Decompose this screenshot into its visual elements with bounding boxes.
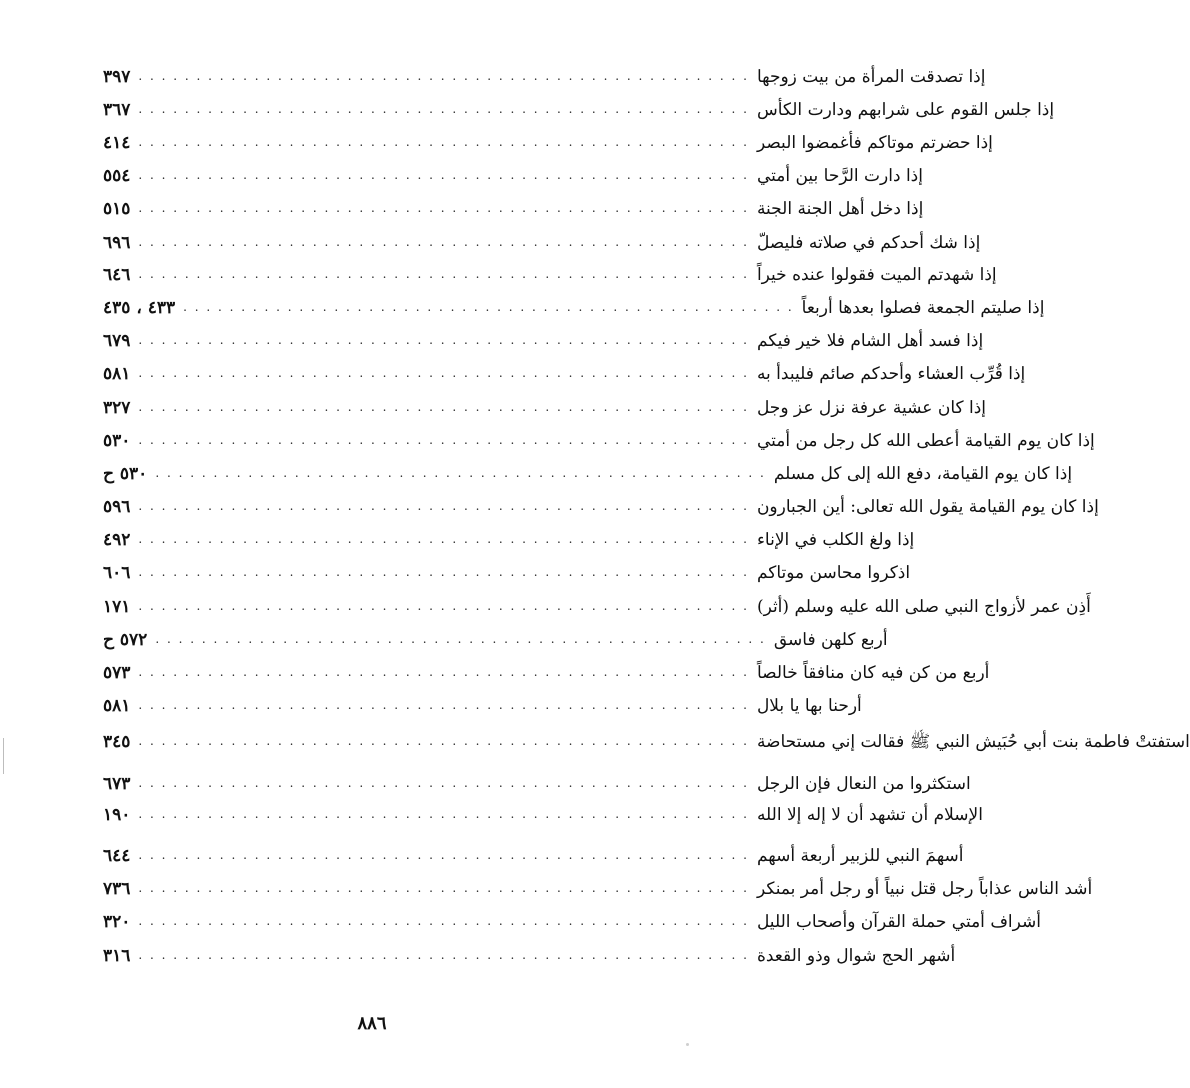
- entry-text: استكثروا من النعال فإن الرجل: [756, 774, 971, 794]
- dot-leader: . . . . . . . . . . . . . . . . . . . . . . . . . . . . . . . . . . . . . . . . . . . . . . . . . . . . .: [138, 499, 749, 513]
- entry-page-number: ٦٧٩: [103, 331, 131, 351]
- dot-leader: . . . . . . . . . . . . . . . . . . . . . . . . . . . . . . . . . . . . . . . . . . . . . . . . . . . . .: [138, 201, 749, 215]
- entry-text: إذا ولغ الكلب في الإناء: [756, 530, 915, 550]
- dot-leader: . . . . . . . . . . . . . . . . . . . . . . . . . . . . . . . . . . . . . . . . . . . . . . . . . . . . .: [138, 914, 749, 928]
- dot-leader: . . . . . . . . . . . . . . . . . . . . . . . . . . . . . . . . . . . . . . . . . . . . . . . . . . . . .: [138, 599, 749, 613]
- dot-leader: . . . . . . . . . . . . . . . . . . . . . . . . . . . . . . . . . . . . . . . . . . . . . . . . . . . . .: [138, 366, 749, 380]
- dot-leader: . . . . . . . . . . . . . . . . . . . . . . . . . . . . . . . . . . . . . . . . . . . . . . . . . . . . .: [138, 948, 749, 962]
- index-entry: [103, 837, 964, 871]
- entry-page-number: ٥٧٢ ح: [103, 630, 148, 650]
- entry-text: أرحنا بها يا بلال: [756, 696, 862, 716]
- entry-text: أشراف أمتي حملة القرآن وأصحاب الليل: [756, 912, 1042, 932]
- index-entry: [103, 157, 923, 191]
- entry-page-number: ٥٨١: [103, 696, 131, 716]
- entry-text: إذا جلس القوم على شرابهم ودارت الكأس: [756, 100, 1055, 120]
- index-entry: [103, 422, 1095, 456]
- entry-page-number: ٦٧٣: [103, 774, 131, 794]
- dot-leader: . . . . . . . . . . . . . . . . . . . . . . . . . . . . . . . . . . . . . . . . . . . . . . . . . . . . .: [138, 807, 749, 821]
- dot-leader: . . . . . . . . . . . . . . . . . . . . . . . . . . . . . . . . . . . . . . . . . . . . . . . . . . . . .: [138, 848, 749, 862]
- entry-page-number: ٥٧٣: [103, 663, 131, 683]
- entry-page-number: ٣٢٧: [103, 398, 131, 418]
- entry-text: إذا شك أحدكم في صلاته فليصلّ: [756, 233, 981, 253]
- entry-page-number: ٤٩٢: [103, 530, 131, 550]
- index-entry: [103, 488, 1099, 522]
- index-entry: [103, 723, 1190, 757]
- entry-text: أشهر الحج شوال وذو القعدة: [756, 946, 956, 966]
- entry-text: إذا كان يوم القيامة يقول الله تعالى: أين الجبارون: [756, 497, 1099, 517]
- entry-page-number: ٣٢٠: [103, 912, 131, 932]
- dot-leader: . . . . . . . . . . . . . . . . . . . . . . . . . . . . . . . . . . . . . . . . . . . . . . . . . . . . .: [138, 267, 749, 281]
- entry-text: إذا تصدقت المرأة من بيت زوجها: [756, 67, 986, 87]
- entry-page-number: ٦٩٦: [103, 233, 131, 253]
- dot-leader: . . . . . . . . . . . . . . . . . . . . . . . . . . . . . . . . . . . . . . . . . . . . . . . . . . . . .: [138, 665, 749, 679]
- entry-text: الإسلام أن تشهد أن لا إله إلا الله: [756, 805, 983, 825]
- dot-leader: . . . . . . . . . . . . . . . . . . . . . . . . . . . . . . . . . . . . . . . . . . . . . . . . . . . . .: [155, 632, 766, 646]
- index-entry: [103, 903, 1042, 937]
- entry-text: أَذِن عمر لأزواج النبي صلى الله عليه وسلم (أثر): [756, 597, 1091, 617]
- index-entry: [103, 91, 1055, 125]
- entry-page-number: ١٧١: [103, 597, 131, 617]
- dot-leader: . . . . . . . . . . . . . . . . . . . . . . . . . . . . . . . . . . . . . . . . . . . . . . . . . . . . .: [138, 433, 749, 447]
- entry-page-number: ٤٣٣ ، ٤٣٥: [103, 298, 176, 318]
- entry-text: إذا فسد أهل الشام فلا خير فيكم: [756, 331, 984, 351]
- entry-page-number: ٥٨١: [103, 364, 131, 384]
- entry-page-number: ١٩٠: [103, 805, 131, 825]
- index-entry: [103, 937, 956, 971]
- dot-leader: . . . . . . . . . . . . . . . . . . . . . . . . . . . . . . . . . . . . . . . . . . . . . . . . . . . . .: [138, 532, 749, 546]
- entry-page-number: ٥٥٤: [103, 166, 131, 186]
- dot-leader: . . . . . . . . . . . . . . . . . . . . . . . . . . . . . . . . . . . . . . . . . . . . . . . . . . . . .: [138, 698, 749, 712]
- index-entry: [103, 355, 1026, 389]
- entry-page-number: ٣٤٥: [103, 732, 131, 752]
- index-entry: [103, 588, 1091, 622]
- index-entry: [103, 687, 862, 721]
- entry-text: أربع من كن فيه كان منافقاً خالصاً: [756, 663, 990, 683]
- index-entry: [103, 389, 987, 423]
- dot-leader: . . . . . . . . . . . . . . . . . . . . . . . . . . . . . . . . . . . . . . . . . . . . . . . . . . . . .: [183, 300, 794, 314]
- index-entry: [103, 455, 1073, 489]
- dot-leader: . . . . . . . . . . . . . . . . . . . . . . . . . . . . . . . . . . . . . . . . . . . . . . . . . . . . .: [138, 69, 749, 83]
- entry-text: استفتتْ فاطمة بنت أبي حُبَيش النبي ﷺ فقالت إني مستحاضة: [756, 732, 1190, 752]
- scan-speck: [686, 1043, 689, 1046]
- entry-page-number: ٥٣٠: [103, 431, 131, 451]
- entry-text: إذا دارت الرَّحا بين أمتي: [756, 166, 923, 186]
- entry-page-number: ٥٩٦: [103, 497, 131, 517]
- entry-page-number: ٦٠٦: [103, 563, 131, 583]
- dot-leader: . . . . . . . . . . . . . . . . . . . . . . . . . . . . . . . . . . . . . . . . . . . . . . . . . . . . .: [138, 135, 749, 149]
- entry-text: أشد الناس عذاباً رجل قتل نبياً أو رجل أمر بمنكر: [756, 879, 1093, 899]
- entry-text: إذا قُرِّب العشاء وأحدكم صائم فليبدأ به: [756, 364, 1026, 384]
- index-entry: [103, 124, 993, 158]
- entry-text: إذا كان عشية عرفة نزل عز وجل: [756, 398, 987, 418]
- index-entry: [103, 58, 986, 92]
- entry-text: إذا كان يوم القيامة أعطى الله كل رجل من أمتي: [756, 431, 1095, 451]
- index-entry: [103, 224, 981, 258]
- dot-leader: . . . . . . . . . . . . . . . . . . . . . . . . . . . . . . . . . . . . . . . . . . . . . . . . . . . . .: [138, 734, 749, 748]
- entry-page-number: ٤١٤: [103, 133, 131, 153]
- entry-page-number: ٣٦٧: [103, 100, 131, 120]
- dot-leader: . . . . . . . . . . . . . . . . . . . . . . . . . . . . . . . . . . . . . . . . . . . . . . . . . . . . .: [138, 168, 749, 182]
- page-number: ٨٨٦: [357, 1013, 387, 1034]
- entry-text: إذا حضرتم موتاكم فأغمضوا البصر: [756, 133, 993, 153]
- entry-text: أسهمَ النبي للزبير أربعة أسهم: [756, 846, 964, 866]
- index-entry: [103, 765, 971, 799]
- index-entry: [103, 870, 1093, 904]
- margin-mark: [3, 738, 4, 774]
- entry-text: إذا شهدتم الميت فقولوا عنده خيراً: [756, 265, 997, 285]
- dot-leader: . . . . . . . . . . . . . . . . . . . . . . . . . . . . . . . . . . . . . . . . . . . . . . . . . . . . .: [138, 235, 749, 249]
- index-entry: [103, 796, 983, 830]
- entry-page-number: ٦٤٤: [103, 846, 131, 866]
- dot-leader: . . . . . . . . . . . . . . . . . . . . . . . . . . . . . . . . . . . . . . . . . . . . . . . . . . . . .: [138, 881, 749, 895]
- entry-text: إذا صليتم الجمعة فصلوا بعدها أربعاً: [801, 298, 1045, 318]
- index-entry: [103, 190, 924, 224]
- dot-leader: . . . . . . . . . . . . . . . . . . . . . . . . . . . . . . . . . . . . . . . . . . . . . . . . . . . . .: [138, 400, 749, 414]
- entry-page-number: ٣١٦: [103, 946, 131, 966]
- entry-page-number: ٦٤٦: [103, 265, 131, 285]
- dot-leader: . . . . . . . . . . . . . . . . . . . . . . . . . . . . . . . . . . . . . . . . . . . . . . . . . . . . .: [155, 466, 766, 480]
- dot-leader: . . . . . . . . . . . . . . . . . . . . . . . . . . . . . . . . . . . . . . . . . . . . . . . . . . . . .: [138, 565, 749, 579]
- index-entry: [103, 289, 1045, 323]
- entry-page-number: ٥٣٠ ح: [103, 464, 148, 484]
- dot-leader: . . . . . . . . . . . . . . . . . . . . . . . . . . . . . . . . . . . . . . . . . . . . . . . . . . . . .: [138, 776, 749, 790]
- index-entry: [103, 256, 997, 290]
- dot-leader: . . . . . . . . . . . . . . . . . . . . . . . . . . . . . . . . . . . . . . . . . . . . . . . . . . . . .: [138, 333, 749, 347]
- index-entry: [103, 654, 990, 688]
- dot-leader: . . . . . . . . . . . . . . . . . . . . . . . . . . . . . . . . . . . . . . . . . . . . . . . . . . . . .: [138, 102, 749, 116]
- entry-text: أربع كلهن فاسق: [773, 630, 888, 650]
- entry-page-number: ٣٩٧: [103, 67, 131, 87]
- entry-text: اذكروا محاسن موتاكم: [756, 563, 911, 583]
- entry-page-number: ٥١٥: [103, 199, 131, 219]
- index-entry: [103, 621, 888, 655]
- index-entry: [103, 521, 915, 555]
- index-entry: [103, 322, 984, 356]
- entry-page-number: ٧٣٦: [103, 879, 131, 899]
- entry-text: إذا دخل أهل الجنة الجنة: [756, 199, 924, 219]
- entry-text: إذا كان يوم القيامة، دفع الله إلى كل مسلم: [773, 464, 1073, 484]
- index-entry: [103, 554, 911, 588]
